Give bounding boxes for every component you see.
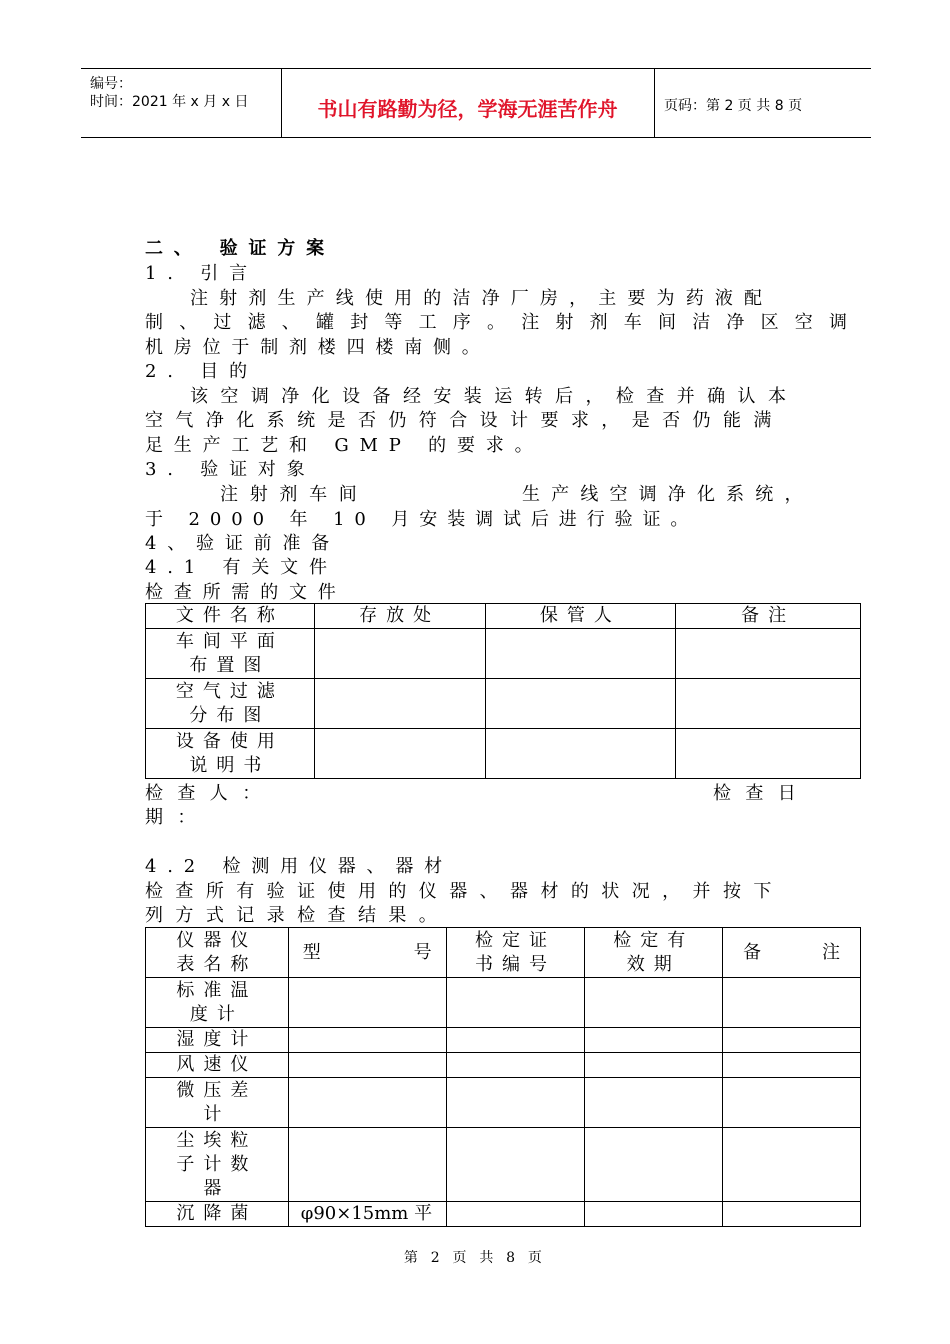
inst-header-line: 检定证 (475, 929, 556, 951)
inst-header-name (146, 928, 289, 978)
doc-name-line: 空气过滤 (175, 680, 284, 702)
inst-name-cell (146, 978, 289, 1028)
number-label: 编号： (90, 76, 132, 92)
inst-cert-cell (446, 1202, 585, 1227)
doc-name-line: 车间平面 (175, 630, 284, 652)
doc-location-cell (314, 729, 485, 779)
inst-model-cell (288, 1128, 446, 1202)
prep-sub2-line-2: 列方式记录检查结果。 (145, 905, 450, 926)
table-row (146, 729, 861, 779)
inst-header-line: 备 (743, 941, 762, 963)
inst-validity-cell (585, 978, 723, 1028)
table-row (146, 629, 861, 679)
inst-model-cell (288, 1053, 446, 1078)
inst-model-cell (288, 1078, 446, 1128)
page-header (81, 68, 871, 138)
object-line-2: 于 2000 年 10 月安装调试后进行验证。 (145, 509, 699, 530)
inst-validity-cell (585, 1053, 723, 1078)
inst-name-cell (146, 1078, 289, 1128)
check-date-label: 检查日 (713, 783, 811, 804)
inst-name-cell (146, 1202, 289, 1227)
doc-name-line: 分布图 (189, 704, 271, 726)
intro-line-3: 机房位于制剂楼四楼南侧。 (145, 337, 491, 358)
inst-cert-cell (446, 1053, 585, 1078)
inst-header-line: 书编号 (475, 953, 556, 975)
doc-keeper-cell (485, 729, 676, 779)
inst-name-line: 湿度计 (176, 1029, 258, 1050)
inst-name-cell (146, 1128, 289, 1202)
doc-header-name: 文件名称 (146, 604, 315, 629)
doc-name-cell (146, 629, 315, 679)
inst-remark-cell (723, 1028, 861, 1053)
page-footer: 第 2 页 共 8 页 (403, 1250, 547, 1266)
prep-sub1-desc: 检查所需的文件 (145, 582, 347, 603)
header-motto: 书山有路勤为径，学海无涯苦作舟 (317, 97, 618, 121)
intro-heading: 1. 引言 (145, 263, 258, 284)
table-row (146, 1078, 861, 1128)
inst-name-line: 子计数 (176, 1153, 258, 1175)
documents-table-header (146, 604, 861, 629)
purpose-heading: 2. 目的 (145, 361, 258, 382)
doc-remark-cell (676, 629, 861, 679)
inst-header-line: 仪器仪 (176, 929, 258, 951)
inst-name-line: 风速仪 (176, 1054, 258, 1075)
inst-header-remark (723, 928, 861, 978)
inst-header-line: 效期 (626, 953, 681, 975)
inst-name-line: 沉降菌 (176, 1203, 258, 1224)
doc-keeper-cell (485, 679, 676, 729)
doc-location-cell (314, 679, 485, 729)
inst-header-line: 表名称 (176, 953, 258, 975)
header-meta (81, 69, 282, 137)
inst-name-line: 器 (203, 1177, 231, 1199)
instruments-table (145, 927, 861, 1227)
inst-remark-cell (723, 1128, 861, 1202)
inst-remark-cell (723, 978, 861, 1028)
intro-line-1-text: 注射剂生产线使用的洁净厂房，主要为药液配 (190, 288, 774, 309)
inst-validity-cell (585, 1128, 723, 1202)
object-line-1b: 生产线空调净化系统， (522, 484, 814, 505)
intro-line-1 (190, 287, 795, 311)
doc-remark-cell (676, 679, 861, 729)
inst-header-line: 号 (413, 941, 432, 963)
prep-sub2: 4.2 检测用仪器、器材 (145, 856, 453, 877)
prep-sub2-line-1: 检查所有验证使用的仪器、器材的状况，并按下 (145, 881, 784, 902)
inst-model-cell: φ90×15mm 平 (288, 1202, 446, 1227)
inst-cert-cell (446, 1128, 585, 1202)
inst-header-validity (585, 928, 723, 978)
section-title: 二、 验证方案 (145, 238, 335, 259)
object-heading: 3. 验证对象 (145, 459, 316, 480)
table-row (146, 1028, 861, 1053)
inst-remark-cell (723, 1053, 861, 1078)
intro-line-2: 制、过滤、罐封等工序。注射剂车间洁净区空调 (145, 312, 864, 333)
inst-validity-cell (585, 1202, 723, 1227)
documents-table (145, 603, 861, 779)
inst-model-cell (288, 1028, 446, 1053)
table-row (146, 978, 861, 1028)
check-date-label-cont: 期： (145, 807, 210, 828)
inst-header-line: 型 (302, 941, 321, 963)
time-label: 时间：2021 年 x 月 x 日 (90, 94, 249, 110)
table-row (146, 679, 861, 729)
inst-header-cert (446, 928, 585, 978)
doc-name-cell (146, 679, 315, 729)
inst-name-line: 度计 (189, 1003, 244, 1025)
inst-cert-cell (446, 1078, 585, 1128)
inst-remark-cell (723, 1202, 861, 1227)
inst-header-line: 注 (822, 941, 840, 963)
prep-sub1: 4.1 有关文件 (145, 557, 338, 578)
inst-validity-cell (585, 1028, 723, 1053)
doc-remark-cell (676, 729, 861, 779)
inst-name-line: 标准温 (176, 979, 258, 1001)
doc-header-location: 存放处 (314, 604, 485, 629)
doc-name-cell (146, 729, 315, 779)
doc-name-line: 布置图 (189, 654, 271, 676)
doc-header-keeper: 保管人 (485, 604, 676, 629)
purpose-line-2: 空气净化系统是否仍符合设计要求，是否仍能满 (145, 410, 784, 431)
header-motto-box (281, 69, 655, 137)
doc-name-line: 设备使用 (175, 730, 284, 752)
inst-name-line: 微压差 (176, 1079, 258, 1101)
purpose-line-1: 该空调净化设备经安装运转后，检查并确认本 (190, 386, 799, 407)
object-line-1a: 注射剂车间 (220, 484, 369, 505)
inst-name-cell (146, 1053, 289, 1078)
doc-header-remark: 备注 (676, 604, 861, 629)
header-page-info: 页码：第 2 页 共 8 页 (664, 98, 803, 114)
checker-label: 检查人： (145, 783, 275, 804)
inst-header-model (288, 928, 446, 978)
doc-keeper-cell (485, 629, 676, 679)
doc-location-cell (314, 629, 485, 679)
inst-name-line: 尘埃粒 (176, 1129, 258, 1151)
prep-heading: 4、验证前准备 (145, 533, 341, 554)
inst-cert-cell (446, 1028, 585, 1053)
purpose-line-3: 足生产工艺和 GMP 的要求。 (145, 435, 544, 456)
inst-model-cell (288, 978, 446, 1028)
inst-name-line: 计 (203, 1103, 231, 1125)
inst-name-cell (146, 1028, 289, 1053)
inst-header-line: 检定有 (613, 929, 695, 951)
instruments-table-header (146, 928, 861, 978)
doc-name-line: 说明书 (189, 754, 271, 776)
table-row (146, 1128, 861, 1202)
inst-validity-cell (585, 1078, 723, 1128)
table-row (146, 1202, 861, 1227)
table-row (146, 1053, 861, 1078)
inst-remark-cell (723, 1078, 861, 1128)
inst-cert-cell (446, 978, 585, 1028)
